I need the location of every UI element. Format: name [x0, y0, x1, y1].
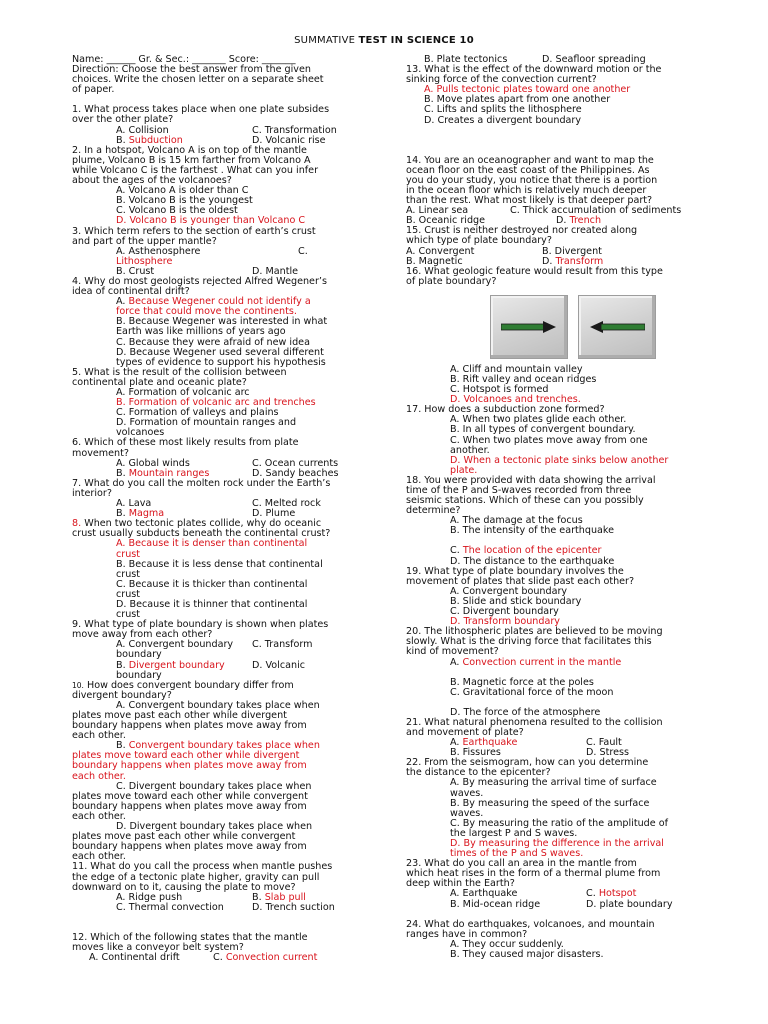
option-row: [72, 903, 372, 913]
question-text: than the rest. What most likely is that deeper part?: [406, 195, 653, 207]
name-line: Name: ______ Gr. & Sec.: _______ Score: _______: [72, 54, 296, 65]
question-text: 20. The lithospheric plates are believed to be moving: [406, 626, 663, 638]
question-text: idea of continental drift?: [72, 286, 190, 298]
option-letter: A.: [450, 656, 463, 668]
question-text-part: When two tectonic plates collide, why do oceanic: [81, 518, 322, 530]
plate-boundary-diagram: [490, 295, 701, 359]
option-c[interactable]: C. Because it is thicker than continental: [116, 578, 308, 590]
option-d-answer[interactable]: D. Volcano B is younger than Volcano C: [116, 215, 306, 227]
answer-text: Because Wegener could not identify a: [128, 296, 311, 308]
question-text: which heat rises in the form of a thermal plume from: [406, 868, 661, 880]
option-b[interactable]: B. Magnetic force at the poles: [450, 676, 594, 688]
option-c[interactable]: [213, 953, 317, 963]
option-text: boundary: [116, 669, 162, 681]
question-text: 17. How does a subduction zone formed?: [406, 404, 605, 416]
option-letter: C.: [213, 952, 226, 964]
option-c[interactable]: C. Because they were afraid of new idea: [116, 336, 310, 348]
question-text: 19. What type of plate boundary involves the: [406, 565, 624, 577]
option-a-answer[interactable]: A. Because it is denser than continental: [116, 538, 308, 550]
option-letter: C.: [586, 888, 599, 900]
option-b[interactable]: B. Slide and stick boundary: [450, 595, 582, 607]
answer-text: Mountain ranges: [128, 467, 210, 479]
option-text: crust: [116, 588, 141, 600]
question-text: 14. You are an oceanographer and want to map the: [406, 154, 654, 166]
option-text: boundary happens when plates move away from: [72, 800, 307, 812]
option-c[interactable]: C. Transform: [252, 639, 313, 651]
option-d-answer[interactable]: D. By measuring the difference in the arrival: [450, 838, 664, 849]
question-text: kind of movement?: [406, 646, 499, 658]
option-c[interactable]: C.: [298, 245, 308, 257]
directions-line: choices. Write the chosen letter on a separate sheet: [72, 74, 324, 86]
question-3: [72, 227, 372, 277]
question-7: [72, 479, 372, 519]
directions-line: Direction: Choose the best answer from the given: [72, 64, 311, 76]
answer-text: plates move toward each other while divergent: [72, 750, 300, 762]
answer-text: Convergent boundary takes place when: [128, 740, 320, 752]
option-a[interactable]: A. Ridge push: [116, 891, 183, 903]
question-text: seismic stations. Which of these can you possibly: [406, 495, 644, 507]
question-text: ocean floor on the east coast of the Philippines. As: [406, 164, 650, 176]
option-b[interactable]: B. Divergent: [542, 245, 602, 257]
option-c[interactable]: C. Thermal convection: [116, 901, 224, 913]
option-c[interactable]: C. Lifts and splits the lithosphere: [424, 104, 582, 116]
question-text: movement?: [72, 447, 129, 459]
option-b[interactable]: B. In all types of convergent boundary.: [450, 424, 636, 436]
option-text: plates move toward each other while convergent: [72, 790, 308, 802]
option-c[interactable]: C. By measuring the ratio of the amplitude of: [450, 817, 668, 829]
question-text: ranges have in common?: [406, 928, 528, 940]
question-4: [72, 277, 372, 368]
answer-text: Convection current in the mantle: [462, 656, 622, 668]
option-a[interactable]: A. Linear sea: [406, 205, 469, 217]
question-text: over the other plate?: [72, 114, 174, 126]
answer-text: Slab pull: [264, 891, 306, 903]
question-12: [72, 933, 372, 963]
option-text: each other.: [72, 851, 126, 863]
question-text: and part of the upper mantle?: [72, 235, 217, 247]
option-c[interactable]: C. When two plates move away from one: [450, 434, 648, 446]
question-15: [406, 226, 701, 266]
option-text: boundary happens when plates move away from: [72, 720, 307, 732]
question-text: crust usually subducts beneath the continental crust?: [72, 528, 331, 540]
title-prefix: SUMMATIVE: [294, 35, 359, 46]
question-text: about the ages of the volcanoes?: [72, 175, 232, 187]
option-text: boundary happens when plates move away from: [72, 841, 307, 853]
question-text: 2. In a hotspot, Volcano A is on top of the mantle: [72, 144, 307, 156]
question-text: 6. Which of these most likely results from plate: [72, 437, 299, 449]
question-text: downward on to it, causing the plate to move?: [72, 881, 296, 893]
option-c[interactable]: C. Volcano B is the oldest: [116, 205, 238, 217]
question-text: 9. What type of plate boundary is shown when plates: [72, 619, 329, 631]
option-a[interactable]: A. Continental drift: [89, 952, 180, 964]
question-text: and movement of plate?: [406, 726, 524, 738]
right-plate-block: [578, 295, 656, 359]
option-c[interactable]: C. Divergent boundary: [450, 606, 559, 618]
option-c[interactable]: C. Fault: [586, 737, 622, 749]
question-19: [406, 567, 701, 628]
question-text: 13. What is the effect of the downward motion or the: [406, 64, 662, 76]
left-column: [72, 55, 372, 963]
option-text: crust: [116, 609, 141, 621]
question-text: 24. What do earthquakes, volcanoes, and mountain: [406, 918, 655, 930]
option-row: [72, 953, 372, 963]
option-letter: A.: [116, 296, 129, 308]
question-text: time of the P and S-waves recorded from three: [406, 485, 632, 496]
question-9: [72, 620, 372, 681]
option-a[interactable]: A. Convergent boundary takes place when: [116, 699, 320, 711]
option-text: each other.: [72, 730, 126, 742]
directions: [72, 65, 372, 95]
answer-text: The location of the epicenter: [462, 545, 602, 557]
left-plate-block: [490, 295, 568, 359]
option-b-answer[interactable]: B. Formation of volcanic arc and trenches: [116, 397, 316, 409]
option-letter: B.: [116, 508, 129, 520]
option-d[interactable]: D. Volcanic: [252, 659, 306, 671]
option-a[interactable]: A. They occur suddenly.: [450, 938, 564, 950]
option-text: another.: [450, 444, 490, 456]
option-b[interactable]: B. Because Wegener was interested in what: [116, 316, 328, 328]
option-d[interactable]: D. Because it is thinner that continental: [116, 598, 308, 610]
answer-text: Magma: [128, 508, 165, 520]
question-text: slowly. What is the driving force that facilitates this: [406, 636, 652, 648]
option-c[interactable]: C. Melted rock: [252, 498, 321, 510]
option-a[interactable]: A. Global winds: [116, 457, 190, 469]
question-text: 7. What do you call the molten rock under the Earth’s: [72, 477, 331, 489]
option-b-magnetic[interactable]: B. Magnetic: [406, 255, 463, 267]
option-a[interactable]: A. By measuring the arrival time of surface: [450, 777, 657, 789]
question-13: [406, 65, 701, 126]
option-d[interactable]: D. Divergent boundary takes place when: [116, 821, 313, 833]
question-number: 10.: [72, 680, 84, 690]
option-a[interactable]: A. Lava: [116, 498, 152, 510]
question-text: 4. Why do most geologists rejected Alfred Wegener’s: [72, 275, 327, 287]
question-text: you do your study, you notice that there is a portion: [406, 174, 658, 186]
answer-text: each other.: [72, 770, 126, 782]
question-text: move away from each other?: [72, 629, 213, 641]
option-b[interactable]: B. Plate tectonics: [424, 54, 508, 65]
option-row: [406, 900, 701, 910]
option-d[interactable]: D. Seafloor spreading: [542, 54, 646, 65]
question-text: moves like a conveyor belt system?: [72, 941, 244, 953]
option-text: waves.: [450, 807, 484, 819]
question-text: the distance to the epicenter?: [406, 767, 551, 779]
option-b[interactable]: B. Crust: [116, 265, 155, 277]
option-text: Earth was like millions of years ago: [116, 326, 286, 338]
answer-text: Transform: [555, 255, 604, 267]
question-text: interior?: [72, 487, 112, 499]
option-c[interactable]: C. Transformation: [252, 124, 337, 136]
question-text: 5. What is the result of the collision between: [72, 366, 287, 378]
option-c[interactable]: C. Formation of valleys and plains: [116, 407, 279, 419]
question-text: 15. Crust is neither destroyed nor created along: [406, 225, 638, 237]
option-text: waves.: [450, 787, 484, 799]
answer-text: crust: [116, 548, 141, 560]
option-letter: B.: [116, 467, 129, 479]
question-text: 23. What do you call an area in the mantle from: [406, 858, 637, 870]
option-d-answer[interactable]: D. Transform boundary: [450, 616, 560, 628]
option-text: plates move past each other while convergent: [72, 831, 296, 843]
option-a[interactable]: A. When two plates glide each other.: [450, 414, 627, 426]
option-a[interactable]: A. Earthquake: [450, 888, 518, 900]
question-text: sinking force of the convection current?: [406, 74, 597, 86]
question-text: 16. What geologic feature would result from this type: [406, 265, 663, 277]
option-text: volcanoes: [116, 427, 165, 439]
question-20: [406, 627, 701, 718]
question-10: [72, 681, 372, 863]
arrow-left-icon: [589, 320, 645, 334]
question-text: movement of plates that slide past each other?: [406, 575, 635, 587]
option-letter: C.: [450, 545, 463, 557]
question-text: in the ocean floor which is relatively much deeper: [406, 184, 647, 196]
option-c[interactable]: C. Thick accumulation of sediments: [510, 205, 682, 217]
question-22: [406, 758, 701, 859]
directions-line: of paper.: [72, 84, 115, 96]
question-11: [72, 862, 372, 912]
option-d[interactable]: D. Trench suction: [252, 901, 335, 913]
question-1: [72, 105, 372, 145]
option-text: the largest P and S waves.: [450, 827, 578, 839]
option-a[interactable]: A. Convergent boundary: [116, 639, 234, 651]
question-8: [72, 519, 372, 620]
option-d[interactable]: D. The distance to the earthquake: [450, 555, 615, 567]
option-a[interactable]: A. Volcano A is older than C: [116, 185, 249, 197]
option-letter: B.: [116, 134, 129, 146]
option-c[interactable]: C. Gravitational force of the moon: [450, 686, 614, 698]
answer-text: Earthquake: [462, 737, 518, 749]
question-24: [406, 920, 701, 960]
option-text: plates move past each other while divergent: [72, 710, 287, 721]
question-6: [72, 438, 372, 478]
question-2: [72, 146, 372, 227]
option-text: each other.: [72, 810, 126, 822]
option-d[interactable]: D. Mantle: [252, 265, 299, 277]
question-text: 12. Which of the following states that the mantle: [72, 931, 308, 943]
question-text: 21. What natural phenomena resulted to the collision: [406, 716, 663, 728]
question-text: 3. Which term refers to the section of earth’s crust: [72, 225, 316, 237]
question-18: [406, 476, 701, 567]
option-c-answer[interactable]: Lithosphere: [116, 255, 173, 267]
option-d[interactable]: D. Because Wegener used several different: [116, 346, 324, 358]
option-a[interactable]: A. Convergent boundary: [450, 585, 568, 597]
question-text: the edge of a tectonic plate higher, gravity can pull: [72, 871, 320, 883]
answer-text: Divergent boundary: [128, 659, 225, 671]
option-a[interactable]: A. Formation of volcanic arc: [116, 387, 250, 398]
option-d[interactable]: D. Formation of mountain ranges and: [116, 417, 297, 429]
option-a-answer[interactable]: A. Pulls tectonic plates toward one another: [424, 84, 631, 96]
answer-text: times of the P and S waves.: [450, 848, 584, 860]
option-letter: B.: [116, 659, 129, 671]
answer-text: Hotspot: [598, 888, 637, 900]
question-text: determine?: [406, 505, 461, 517]
option-a[interactable]: A. Convergent: [406, 245, 475, 257]
option-d[interactable]: D. Plume: [252, 508, 296, 520]
question-text-part: How does convergent boundary differ from: [83, 679, 294, 691]
question-number: 8.: [72, 518, 82, 530]
question-text: 18. You were provided with data showing the arrival: [406, 474, 656, 486]
option-d-answer[interactable]: D. Volcanoes and trenches.: [450, 394, 581, 406]
question-text: of plate boundary?: [406, 275, 497, 287]
question-21: [406, 718, 701, 758]
option-a[interactable]: A. The damage at the focus: [450, 515, 583, 527]
option-letter: D.: [556, 215, 570, 227]
option-letter: B.: [116, 740, 129, 752]
question-text: 1. What process takes place when one plate subsides: [72, 104, 330, 116]
option-d[interactable]: D. plate boundary: [586, 898, 673, 910]
option-b[interactable]: B. Fissures: [450, 747, 501, 759]
answer-text: plate.: [450, 464, 478, 476]
option-a[interactable]: A. Asthenosphere: [116, 245, 201, 257]
option-d[interactable]: D. Volcanic rise: [252, 134, 326, 146]
answer-text: Subduction: [128, 134, 183, 146]
question-text: 11. What do you call the process when mantle pushes: [72, 861, 333, 873]
option-c[interactable]: C. Hotspot is formed: [450, 384, 549, 396]
option-letter: B.: [252, 891, 265, 903]
option-c[interactable]: C. Ocean currents: [252, 457, 339, 469]
question-text: which type of plate boundary?: [406, 235, 552, 247]
option-d-answer[interactable]: D. When a tectonic plate sinks below another: [450, 454, 669, 466]
arrow-right-icon: [501, 320, 557, 334]
option-text: types of evidence to support his hypothesis: [116, 356, 326, 368]
question-5: [72, 368, 372, 439]
question-text: plume, Volcano B is 15 km farther from Volcano A: [72, 154, 311, 166]
option-b[interactable]: B. Rift valley and ocean ridges: [450, 373, 597, 385]
option-d[interactable]: D. Sandy beaches: [252, 467, 339, 479]
answer-text: Convection current: [225, 952, 318, 964]
title-bold: TEST IN SCIENCE 10: [358, 35, 474, 46]
question-17: [406, 405, 701, 476]
option-text: crust: [116, 568, 141, 580]
answer-text: Trench: [569, 215, 602, 227]
option-a[interactable]: [406, 658, 701, 668]
option-b[interactable]: B. By measuring the speed of the surface: [450, 797, 650, 809]
option-b[interactable]: B. The intensity of the earthquake: [450, 525, 615, 537]
question-23: [406, 859, 701, 909]
option-b[interactable]: B. Volcano B is the youngest: [116, 195, 253, 207]
answer-text: boundary happens when plates move away from: [72, 760, 307, 772]
question-text: deep within the Earth?: [406, 878, 515, 890]
question-text: divergent boundary?: [72, 689, 172, 701]
option-text: boundary: [116, 649, 162, 661]
right-column: [406, 55, 701, 960]
option-b[interactable]: B. Because it is less dense that continental: [116, 558, 323, 570]
question-text: while Volcano C is the farthest . What can you infer: [72, 164, 319, 176]
page-title: [0, 36, 768, 46]
question-14: [406, 156, 701, 227]
option-b[interactable]: B. Oceanic ridge: [406, 215, 486, 227]
question-text: 22. From the seismogram, how can you determine: [406, 757, 649, 769]
option-d[interactable]: D. Creates a divergent boundary: [424, 114, 582, 126]
option-d[interactable]: D. The force of the atmosphere: [450, 706, 601, 718]
answer-text: force that could move the continents.: [116, 306, 297, 318]
option-letter: D.: [542, 255, 556, 267]
question-16: [406, 267, 701, 406]
option-b[interactable]: B. Move plates apart from one another: [424, 94, 611, 106]
option-a[interactable]: A. Cliff and mountain valley: [450, 363, 583, 375]
option-letter: A.: [450, 737, 463, 749]
option-b[interactable]: B. Mid-ocean ridge: [450, 898, 541, 910]
option-d[interactable]: D. Stress: [586, 747, 629, 759]
option-a[interactable]: A. Collision: [116, 124, 169, 136]
question-text: continental plate and oceanic plate?: [72, 376, 247, 388]
option-b[interactable]: B. They caused major disasters.: [450, 948, 604, 960]
option-c[interactable]: C. Divergent boundary takes place when: [116, 780, 312, 792]
